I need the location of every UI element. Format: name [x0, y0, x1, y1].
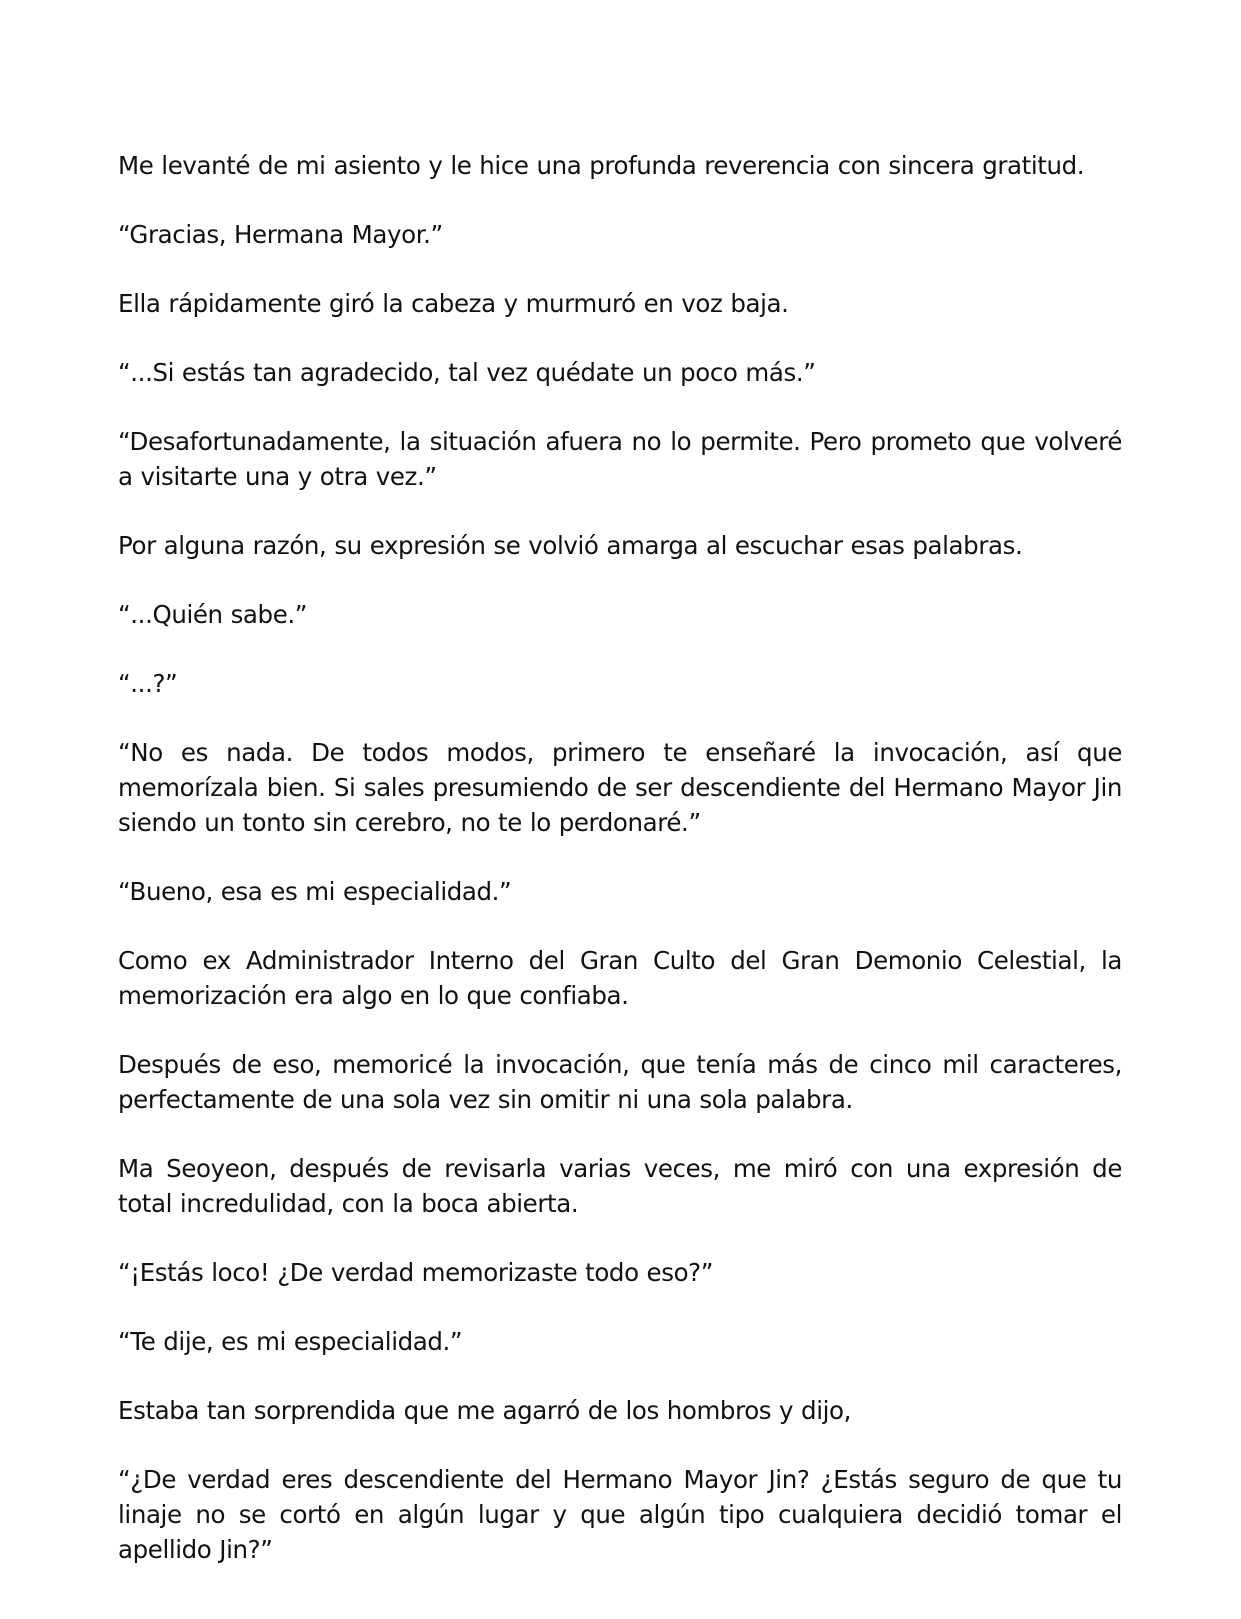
- document-body: [118, 148, 1122, 1601]
- paragraph: “...Si estás tan agradecido, tal vez quédate un poco más.”: [118, 358, 816, 387]
- paragraph: “...Quién sabe.”: [118, 600, 308, 629]
- paragraph: Ma Seoyeon, después de revisarla varias veces, me miró con una expresión de total incredulidad, con la boca abierta.: [118, 1154, 1122, 1218]
- paragraph: Por alguna razón, su expresión se volvió amarga al escuchar esas palabras.: [118, 531, 1023, 560]
- paragraph: “No es nada. De todos modos, primero te enseñaré la invocación, así que memorízala bien. Si sales presumiendo de ser descendiente del Hermano Mayor Jin siendo un tonto sin cerebro, no te lo perdonaré.”: [118, 738, 1122, 837]
- paragraph: Me levanté de mi asiento y le hice una profunda reverencia con sincera gratitud.: [118, 151, 1085, 180]
- paragraph: “¿De verdad eres descendiente del Hermano Mayor Jin? ¿Estás seguro de que tu linaje no se cortó en algún lugar y que algún tipo cualquiera decidió tomar el apellido Jin?”: [118, 1465, 1122, 1564]
- paragraph: “Desafortunadamente, la situación afuera no lo permite. Pero prometo que volveré a visitarte una y otra vez.”: [118, 427, 1122, 491]
- paragraph: “¡Estás loco! ¿De verdad memorizaste todo eso?”: [118, 1258, 714, 1287]
- paragraph: “...?”: [118, 669, 178, 698]
- paragraph: Ella rápidamente giró la cabeza y murmuró en voz baja.: [118, 289, 789, 318]
- paragraph: Después de eso, memoricé la invocación, que tenía más de cinco mil caracteres, perfectamente de una sola vez sin omitir ni una sola palabra.: [118, 1050, 1122, 1114]
- paragraph: Como ex Administrador Interno del Gran Culto del Gran Demonio Celestial, la memorización era algo en lo que confiaba.: [118, 946, 1122, 1010]
- paragraph: “Bueno, esa es mi especialidad.”: [118, 877, 512, 906]
- paragraph: Estaba tan sorprendida que me agarró de los hombros y dijo,: [118, 1396, 851, 1425]
- paragraph: “Gracias, Hermana Mayor.”: [118, 220, 443, 249]
- paragraph: “Te dije, es mi especialidad.”: [118, 1327, 463, 1356]
